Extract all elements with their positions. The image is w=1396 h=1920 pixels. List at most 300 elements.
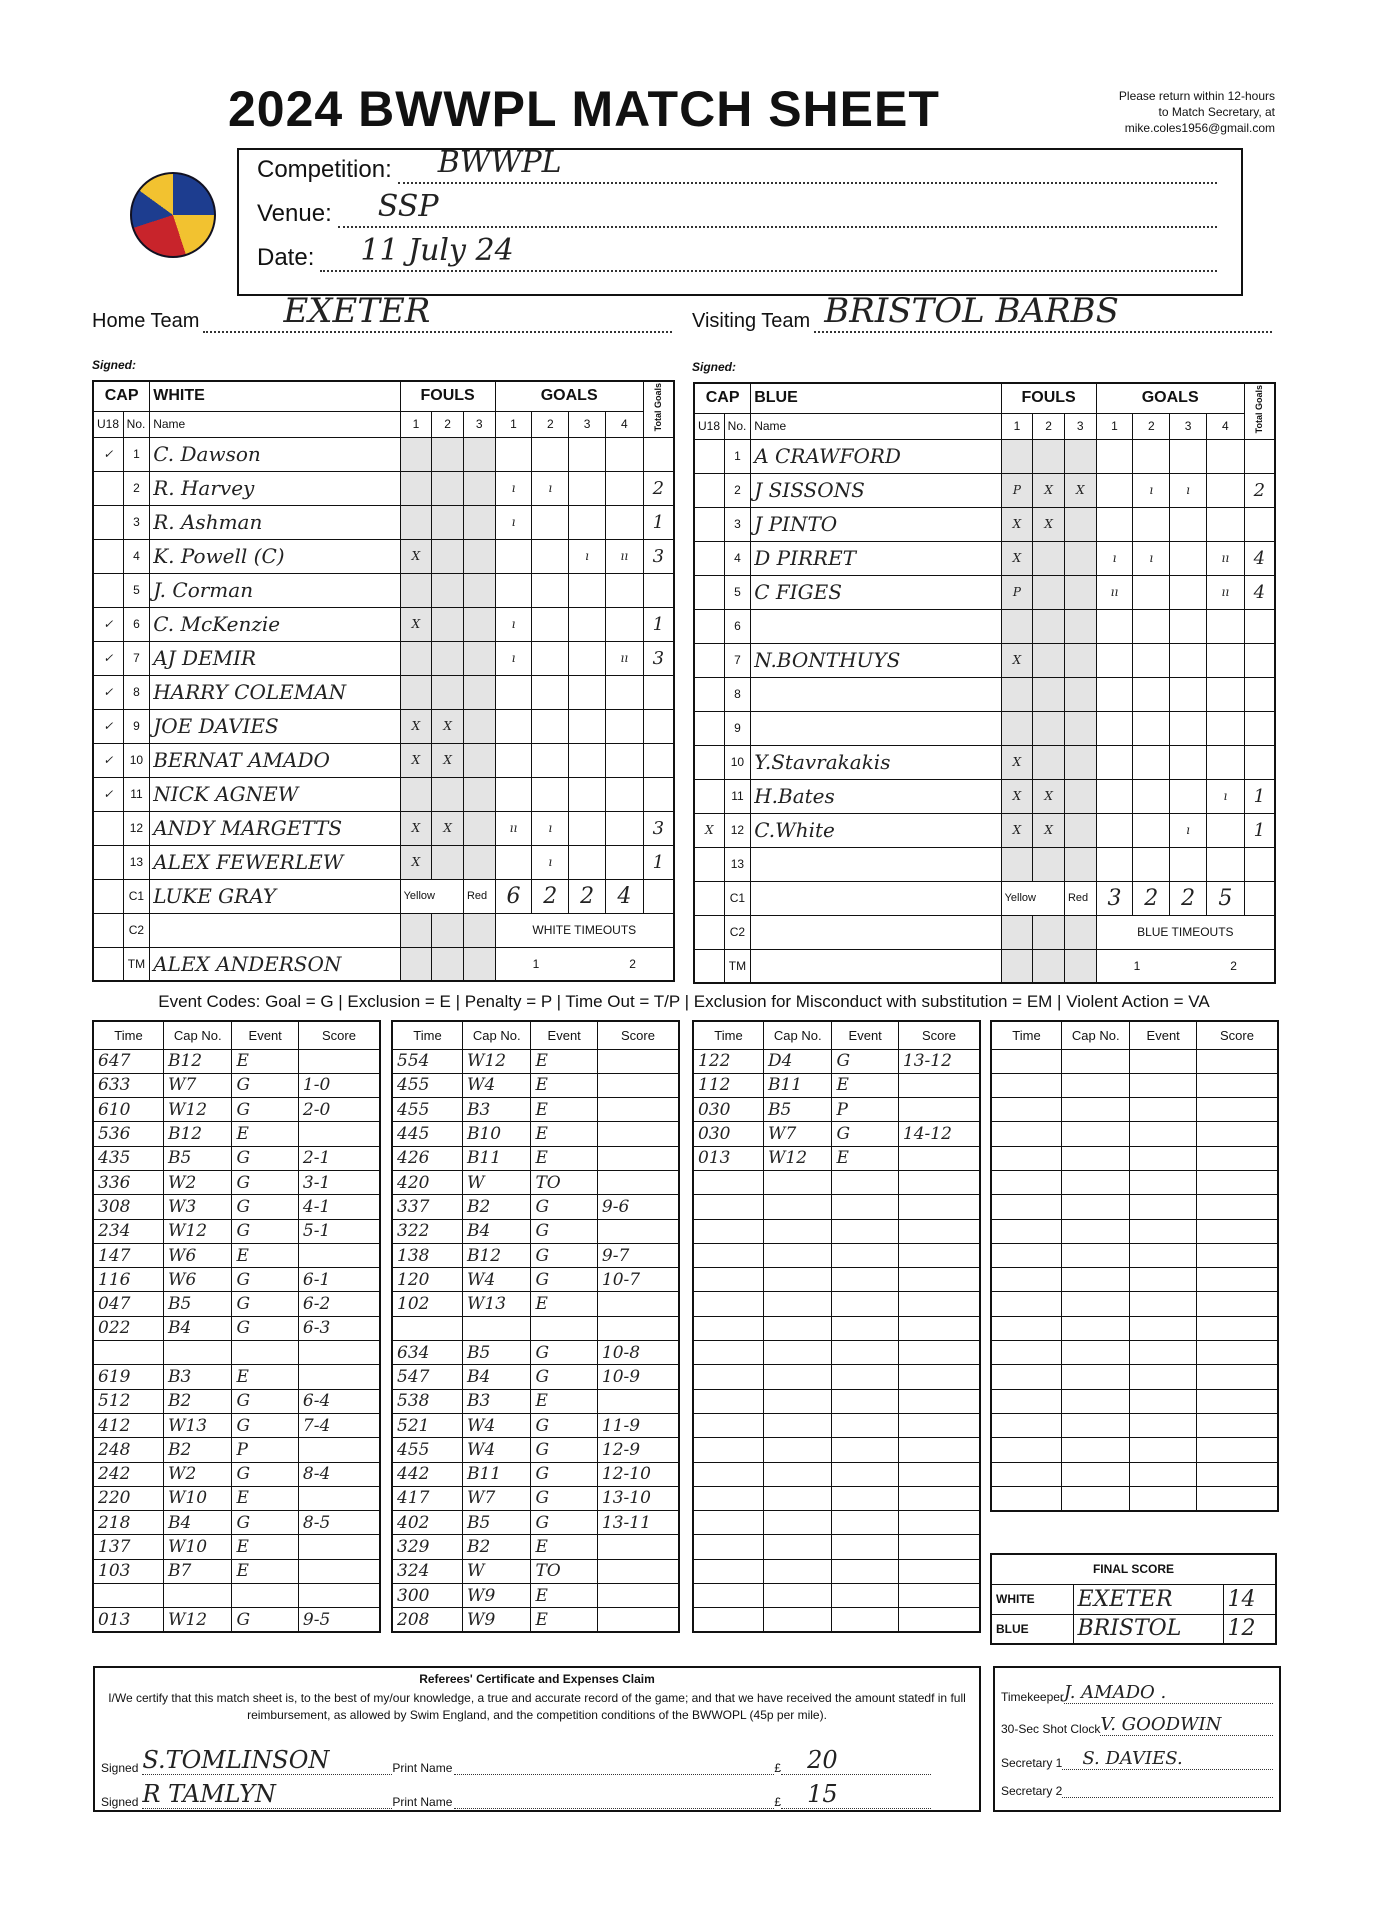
log-event[interactable]: E bbox=[232, 1535, 298, 1559]
total-goals[interactable]: 2 bbox=[643, 471, 674, 505]
date-value[interactable]: 11 July 24 bbox=[360, 233, 514, 268]
player-name[interactable]: N.BONTHUYS bbox=[751, 643, 1001, 677]
foul-mark[interactable] bbox=[1001, 439, 1033, 473]
log-event[interactable] bbox=[232, 1341, 298, 1365]
log-time[interactable] bbox=[991, 1195, 1061, 1219]
goal-mark[interactable] bbox=[1133, 643, 1170, 677]
total-goals[interactable] bbox=[643, 743, 674, 777]
quarter-score[interactable]: 2 bbox=[1170, 881, 1207, 915]
total-goals[interactable] bbox=[643, 777, 674, 811]
goal-mark[interactable]: ıı bbox=[1096, 575, 1133, 609]
log-time[interactable] bbox=[991, 1146, 1061, 1170]
total-goals[interactable] bbox=[1244, 745, 1275, 779]
foul-mark[interactable] bbox=[400, 573, 432, 607]
log-cap[interactable] bbox=[462, 1316, 530, 1340]
log-event[interactable] bbox=[832, 1292, 898, 1316]
log-time[interactable] bbox=[991, 1341, 1061, 1365]
log-event[interactable] bbox=[832, 1438, 898, 1462]
foul-mark[interactable]: X bbox=[400, 811, 432, 845]
u18-cell[interactable] bbox=[694, 881, 724, 915]
goal-mark[interactable]: ıı bbox=[605, 539, 643, 573]
foul-mark[interactable] bbox=[1064, 643, 1096, 677]
goal-mark[interactable] bbox=[1206, 439, 1244, 473]
log-cap[interactable] bbox=[1061, 1389, 1129, 1413]
total-goals[interactable]: 1 bbox=[643, 607, 674, 641]
u18-cell[interactable] bbox=[694, 779, 724, 813]
goal-mark[interactable] bbox=[1206, 473, 1244, 507]
log-event[interactable]: G bbox=[232, 1195, 298, 1219]
player-name[interactable]: A CRAWFORD bbox=[751, 439, 1001, 473]
foul-mark[interactable] bbox=[1064, 949, 1096, 983]
u18-cell[interactable]: X bbox=[694, 813, 724, 847]
goal-mark[interactable]: ı bbox=[1133, 473, 1170, 507]
foul-mark[interactable] bbox=[432, 845, 464, 879]
foul-mark[interactable]: P bbox=[1001, 473, 1033, 507]
foul-mark[interactable] bbox=[463, 471, 495, 505]
log-cap[interactable]: B11 bbox=[763, 1073, 831, 1097]
log-time[interactable]: 122 bbox=[693, 1049, 763, 1073]
secretary-2-value[interactable] bbox=[1062, 1784, 1273, 1798]
goal-mark[interactable] bbox=[1170, 677, 1207, 711]
log-event[interactable] bbox=[232, 1584, 298, 1608]
log-event[interactable]: G bbox=[531, 1243, 597, 1267]
player-name[interactable]: ALEX FEWERLEW bbox=[150, 845, 400, 879]
log-time[interactable] bbox=[693, 1316, 763, 1340]
log-cap[interactable]: B4 bbox=[462, 1365, 530, 1389]
goal-mark[interactable]: ı bbox=[569, 539, 606, 573]
log-score[interactable] bbox=[1196, 1438, 1278, 1462]
log-score[interactable] bbox=[1196, 1292, 1278, 1316]
total-goals[interactable] bbox=[1244, 643, 1275, 677]
log-cap[interactable]: W13 bbox=[462, 1292, 530, 1316]
goal-mark[interactable] bbox=[605, 471, 643, 505]
log-cap[interactable] bbox=[163, 1341, 231, 1365]
log-cap[interactable] bbox=[1061, 1486, 1129, 1510]
log-score[interactable] bbox=[298, 1438, 380, 1462]
player-name[interactable] bbox=[751, 847, 1001, 881]
log-score[interactable] bbox=[1196, 1073, 1278, 1097]
log-cap[interactable] bbox=[1061, 1170, 1129, 1194]
player-name[interactable]: R. Ashman bbox=[150, 505, 400, 539]
log-event[interactable] bbox=[832, 1316, 898, 1340]
log-time[interactable] bbox=[693, 1243, 763, 1267]
log-time[interactable]: 248 bbox=[93, 1438, 163, 1462]
log-time[interactable] bbox=[991, 1486, 1061, 1510]
log-time[interactable] bbox=[991, 1243, 1061, 1267]
log-cap[interactable]: B2 bbox=[163, 1438, 231, 1462]
foul-mark[interactable] bbox=[400, 471, 432, 505]
log-time[interactable]: 647 bbox=[93, 1049, 163, 1073]
foul-mark[interactable] bbox=[400, 505, 432, 539]
log-score[interactable]: 10-9 bbox=[597, 1365, 679, 1389]
goal-mark[interactable] bbox=[569, 777, 606, 811]
log-time[interactable] bbox=[693, 1195, 763, 1219]
log-score[interactable] bbox=[1196, 1268, 1278, 1292]
log-score[interactable] bbox=[1196, 1462, 1278, 1486]
log-event[interactable]: E bbox=[531, 1584, 597, 1608]
log-score[interactable] bbox=[298, 1365, 380, 1389]
foul-mark[interactable] bbox=[1033, 847, 1065, 881]
player-name[interactable] bbox=[150, 913, 400, 947]
goal-mark[interactable] bbox=[532, 743, 569, 777]
log-event[interactable]: E bbox=[232, 1243, 298, 1267]
log-score[interactable] bbox=[298, 1486, 380, 1510]
log-time[interactable] bbox=[693, 1341, 763, 1365]
total-goals[interactable] bbox=[1244, 439, 1275, 473]
log-score[interactable] bbox=[898, 1608, 980, 1632]
player-name[interactable] bbox=[751, 915, 1001, 949]
log-score[interactable] bbox=[597, 1049, 679, 1073]
goal-mark[interactable] bbox=[1133, 507, 1170, 541]
log-event[interactable] bbox=[1130, 1438, 1196, 1462]
u18-cell[interactable] bbox=[694, 949, 724, 983]
log-time[interactable]: 030 bbox=[693, 1122, 763, 1146]
log-time[interactable]: 435 bbox=[93, 1146, 163, 1170]
u18-cell[interactable] bbox=[93, 505, 123, 539]
foul-mark[interactable] bbox=[400, 947, 432, 981]
goal-mark[interactable] bbox=[1206, 643, 1244, 677]
foul-mark[interactable] bbox=[1033, 677, 1065, 711]
log-time[interactable]: 308 bbox=[93, 1195, 163, 1219]
log-time[interactable]: 412 bbox=[93, 1413, 163, 1437]
goal-mark[interactable] bbox=[605, 743, 643, 777]
log-time[interactable]: 634 bbox=[392, 1341, 462, 1365]
foul-mark[interactable] bbox=[400, 913, 432, 947]
log-score[interactable] bbox=[1196, 1413, 1278, 1437]
goal-mark[interactable] bbox=[532, 437, 569, 471]
log-cap[interactable]: W12 bbox=[163, 1098, 231, 1122]
u18-cell[interactable] bbox=[694, 439, 724, 473]
log-event[interactable]: G bbox=[232, 1608, 298, 1632]
log-cap[interactable]: W7 bbox=[763, 1122, 831, 1146]
log-score[interactable] bbox=[597, 1146, 679, 1170]
total-goals[interactable]: 2 bbox=[1244, 473, 1275, 507]
player-name[interactable] bbox=[751, 609, 1001, 643]
log-cap[interactable] bbox=[763, 1292, 831, 1316]
log-event[interactable]: E bbox=[232, 1559, 298, 1583]
log-score[interactable]: 14-12 bbox=[898, 1122, 980, 1146]
total-goals[interactable]: 3 bbox=[643, 811, 674, 845]
goal-mark[interactable] bbox=[1096, 711, 1133, 745]
log-time[interactable] bbox=[991, 1389, 1061, 1413]
log-score[interactable] bbox=[597, 1389, 679, 1413]
log-score[interactable] bbox=[898, 1219, 980, 1243]
u18-cell[interactable]: ✓ bbox=[93, 607, 123, 641]
log-score[interactable] bbox=[597, 1219, 679, 1243]
goal-mark[interactable]: ı bbox=[1206, 779, 1244, 813]
log-cap[interactable]: B2 bbox=[462, 1195, 530, 1219]
log-time[interactable]: 138 bbox=[392, 1243, 462, 1267]
goal-mark[interactable] bbox=[532, 539, 569, 573]
venue-value[interactable]: SSP bbox=[377, 189, 439, 224]
total-goals[interactable]: 1 bbox=[643, 845, 674, 879]
player-name[interactable]: J. Corman bbox=[150, 573, 400, 607]
u18-cell[interactable] bbox=[694, 677, 724, 711]
log-cap[interactable] bbox=[763, 1365, 831, 1389]
quarter-score[interactable]: 5 bbox=[1206, 881, 1244, 915]
log-score[interactable]: 6-4 bbox=[298, 1389, 380, 1413]
log-cap[interactable] bbox=[763, 1608, 831, 1632]
player-name[interactable]: HARRY COLEMAN bbox=[150, 675, 400, 709]
foul-mark[interactable]: X bbox=[432, 743, 464, 777]
log-cap[interactable]: B10 bbox=[462, 1122, 530, 1146]
foul-mark[interactable] bbox=[1001, 847, 1033, 881]
log-time[interactable]: 455 bbox=[392, 1438, 462, 1462]
log-cap[interactable]: B12 bbox=[163, 1122, 231, 1146]
log-cap[interactable]: W10 bbox=[163, 1535, 231, 1559]
log-time[interactable] bbox=[693, 1365, 763, 1389]
player-name[interactable]: C.White bbox=[751, 813, 1001, 847]
foul-mark[interactable] bbox=[463, 539, 495, 573]
timeout-2[interactable]: 2 bbox=[629, 956, 636, 971]
foul-mark[interactable] bbox=[432, 777, 464, 811]
log-time[interactable]: 218 bbox=[93, 1511, 163, 1535]
log-event[interactable]: E bbox=[531, 1535, 597, 1559]
log-score[interactable] bbox=[898, 1243, 980, 1267]
log-score[interactable] bbox=[898, 1438, 980, 1462]
goal-mark[interactable] bbox=[569, 811, 606, 845]
log-cap[interactable]: B12 bbox=[163, 1049, 231, 1073]
log-time[interactable]: 322 bbox=[392, 1219, 462, 1243]
log-cap[interactable] bbox=[1061, 1073, 1129, 1097]
log-event[interactable]: E bbox=[232, 1365, 298, 1389]
log-time[interactable] bbox=[991, 1365, 1061, 1389]
log-score[interactable] bbox=[597, 1170, 679, 1194]
visiting-team-value[interactable]: BRISTOL BARBS bbox=[824, 291, 1119, 331]
foul-mark[interactable]: X bbox=[400, 845, 432, 879]
goal-mark[interactable] bbox=[1206, 609, 1244, 643]
log-score[interactable] bbox=[898, 1292, 980, 1316]
log-cap[interactable]: W6 bbox=[163, 1268, 231, 1292]
foul-mark[interactable] bbox=[1001, 949, 1033, 983]
goal-mark[interactable] bbox=[1096, 779, 1133, 813]
foul-mark[interactable] bbox=[1033, 643, 1065, 677]
log-event[interactable]: E bbox=[232, 1486, 298, 1510]
goal-mark[interactable] bbox=[1096, 643, 1133, 677]
goal-mark[interactable] bbox=[1170, 609, 1207, 643]
goal-mark[interactable] bbox=[1170, 745, 1207, 779]
log-time[interactable]: 417 bbox=[392, 1486, 462, 1510]
log-score[interactable]: 2-0 bbox=[298, 1098, 380, 1122]
goal-mark[interactable]: ıı bbox=[1206, 541, 1244, 575]
goal-mark[interactable] bbox=[495, 675, 532, 709]
u18-cell[interactable] bbox=[93, 845, 123, 879]
log-cap[interactable]: B5 bbox=[462, 1341, 530, 1365]
u18-cell[interactable] bbox=[93, 471, 123, 505]
player-name[interactable]: ALEX ANDERSON bbox=[150, 947, 400, 981]
goal-mark[interactable] bbox=[569, 437, 606, 471]
log-cap[interactable]: W12 bbox=[163, 1219, 231, 1243]
u18-cell[interactable] bbox=[694, 711, 724, 745]
log-event[interactable]: E bbox=[531, 1389, 597, 1413]
log-cap[interactable]: B2 bbox=[462, 1535, 530, 1559]
log-cap[interactable] bbox=[1061, 1049, 1129, 1073]
log-score[interactable]: 3-1 bbox=[298, 1170, 380, 1194]
goal-mark[interactable]: ı bbox=[532, 845, 569, 879]
log-event[interactable]: G bbox=[232, 1462, 298, 1486]
final-blue-score[interactable]: 12 bbox=[1223, 1614, 1276, 1644]
referee-2-signature[interactable]: R TAMLYN bbox=[142, 1780, 392, 1809]
log-event[interactable]: G bbox=[531, 1195, 597, 1219]
foul-mark[interactable]: P bbox=[1001, 575, 1033, 609]
log-event[interactable] bbox=[832, 1268, 898, 1292]
total-goals[interactable] bbox=[643, 573, 674, 607]
log-cap[interactable] bbox=[763, 1389, 831, 1413]
foul-mark[interactable] bbox=[1064, 745, 1096, 779]
log-time[interactable] bbox=[991, 1170, 1061, 1194]
log-cap[interactable] bbox=[1061, 1413, 1129, 1437]
log-score[interactable] bbox=[898, 1268, 980, 1292]
log-score[interactable]: 11-9 bbox=[597, 1413, 679, 1437]
log-score[interactable] bbox=[1196, 1122, 1278, 1146]
log-event[interactable]: E bbox=[531, 1608, 597, 1632]
player-name[interactable]: LUKE GRAY bbox=[150, 879, 400, 913]
log-cap[interactable] bbox=[763, 1316, 831, 1340]
log-time[interactable]: 336 bbox=[93, 1170, 163, 1194]
log-score[interactable]: 12-9 bbox=[597, 1438, 679, 1462]
log-cap[interactable] bbox=[763, 1511, 831, 1535]
log-event[interactable]: E bbox=[232, 1122, 298, 1146]
goal-mark[interactable] bbox=[569, 505, 606, 539]
goal-mark[interactable] bbox=[569, 743, 606, 777]
goal-mark[interactable]: ı bbox=[1170, 473, 1207, 507]
log-score[interactable] bbox=[898, 1170, 980, 1194]
foul-mark[interactable] bbox=[400, 641, 432, 675]
log-time[interactable] bbox=[93, 1584, 163, 1608]
goal-mark[interactable] bbox=[1170, 507, 1207, 541]
foul-mark[interactable] bbox=[463, 641, 495, 675]
log-score[interactable]: 6-3 bbox=[298, 1316, 380, 1340]
goal-mark[interactable] bbox=[605, 709, 643, 743]
goal-mark[interactable] bbox=[495, 709, 532, 743]
log-time[interactable]: 102 bbox=[392, 1292, 462, 1316]
log-cap[interactable] bbox=[763, 1438, 831, 1462]
foul-mark[interactable] bbox=[400, 675, 432, 709]
timekeeper-value[interactable]: J. AMADO . bbox=[1064, 1682, 1273, 1704]
referee-1-amount[interactable]: 20 bbox=[781, 1746, 931, 1775]
log-event[interactable]: G bbox=[232, 1511, 298, 1535]
log-score[interactable] bbox=[898, 1146, 980, 1170]
log-cap[interactable] bbox=[1061, 1268, 1129, 1292]
goal-mark[interactable] bbox=[495, 437, 532, 471]
foul-mark[interactable] bbox=[463, 845, 495, 879]
log-event[interactable]: G bbox=[232, 1098, 298, 1122]
log-time[interactable]: 220 bbox=[93, 1486, 163, 1510]
log-event[interactable]: E bbox=[531, 1098, 597, 1122]
foul-mark[interactable] bbox=[1064, 847, 1096, 881]
log-score[interactable] bbox=[298, 1341, 380, 1365]
log-time[interactable]: 022 bbox=[93, 1316, 163, 1340]
log-event[interactable]: E bbox=[531, 1073, 597, 1097]
goal-mark[interactable] bbox=[605, 845, 643, 879]
log-event[interactable]: G bbox=[232, 1268, 298, 1292]
log-cap[interactable]: W9 bbox=[462, 1608, 530, 1632]
log-event[interactable] bbox=[832, 1365, 898, 1389]
log-time[interactable] bbox=[991, 1122, 1061, 1146]
log-cap[interactable] bbox=[763, 1243, 831, 1267]
log-event[interactable] bbox=[832, 1535, 898, 1559]
log-time[interactable]: 455 bbox=[392, 1098, 462, 1122]
goal-mark[interactable] bbox=[1206, 745, 1244, 779]
log-event[interactable] bbox=[1130, 1243, 1196, 1267]
log-time[interactable]: 103 bbox=[93, 1559, 163, 1583]
quarter-score[interactable]: 2 bbox=[532, 879, 569, 913]
u18-cell[interactable] bbox=[93, 573, 123, 607]
log-cap[interactable]: B4 bbox=[462, 1219, 530, 1243]
u18-cell[interactable]: ✓ bbox=[93, 777, 123, 811]
total-goals[interactable] bbox=[1244, 507, 1275, 541]
log-score[interactable] bbox=[1196, 1195, 1278, 1219]
referee-1-print-name[interactable] bbox=[454, 1761, 774, 1775]
log-event[interactable]: G bbox=[531, 1438, 597, 1462]
log-score[interactable] bbox=[298, 1243, 380, 1267]
foul-mark[interactable] bbox=[1064, 779, 1096, 813]
log-event[interactable]: E bbox=[832, 1146, 898, 1170]
goal-mark[interactable] bbox=[1096, 813, 1133, 847]
goal-mark[interactable] bbox=[1206, 711, 1244, 745]
player-name[interactable]: JOE DAVIES bbox=[150, 709, 400, 743]
log-cap[interactable]: W9 bbox=[462, 1584, 530, 1608]
log-time[interactable]: 337 bbox=[392, 1195, 462, 1219]
log-cap[interactable] bbox=[1061, 1462, 1129, 1486]
log-score[interactable]: 10-8 bbox=[597, 1341, 679, 1365]
u18-cell[interactable] bbox=[93, 539, 123, 573]
total-goals[interactable]: 3 bbox=[643, 539, 674, 573]
log-cap[interactable]: B4 bbox=[163, 1511, 231, 1535]
foul-mark[interactable]: X bbox=[1033, 779, 1065, 813]
log-cap[interactable] bbox=[1061, 1341, 1129, 1365]
log-time[interactable] bbox=[991, 1098, 1061, 1122]
goal-mark[interactable] bbox=[1133, 779, 1170, 813]
goal-mark[interactable] bbox=[495, 777, 532, 811]
log-event[interactable] bbox=[1130, 1219, 1196, 1243]
log-event[interactable] bbox=[1130, 1195, 1196, 1219]
log-cap[interactable]: W6 bbox=[163, 1243, 231, 1267]
foul-mark[interactable] bbox=[463, 675, 495, 709]
log-score[interactable] bbox=[898, 1316, 980, 1340]
goal-mark[interactable] bbox=[569, 573, 606, 607]
log-time[interactable]: 147 bbox=[93, 1243, 163, 1267]
foul-mark[interactable]: X bbox=[432, 811, 464, 845]
log-time[interactable] bbox=[693, 1219, 763, 1243]
log-score[interactable] bbox=[1196, 1146, 1278, 1170]
u18-cell[interactable] bbox=[694, 575, 724, 609]
foul-mark[interactable] bbox=[1064, 813, 1096, 847]
goal-mark[interactable] bbox=[1133, 847, 1170, 881]
log-score[interactable] bbox=[898, 1098, 980, 1122]
u18-cell[interactable] bbox=[694, 745, 724, 779]
log-time[interactable]: 538 bbox=[392, 1389, 462, 1413]
log-score[interactable]: 6-2 bbox=[298, 1292, 380, 1316]
goal-mark[interactable] bbox=[532, 573, 569, 607]
log-cap[interactable]: W2 bbox=[163, 1462, 231, 1486]
home-team-value[interactable]: EXETER bbox=[283, 291, 431, 331]
goal-mark[interactable]: ı bbox=[495, 471, 532, 505]
log-event[interactable] bbox=[832, 1243, 898, 1267]
log-time[interactable]: 420 bbox=[392, 1170, 462, 1194]
goal-mark[interactable] bbox=[1206, 507, 1244, 541]
log-score[interactable] bbox=[597, 1073, 679, 1097]
total-goals[interactable]: 1 bbox=[643, 505, 674, 539]
log-cap[interactable] bbox=[1061, 1316, 1129, 1340]
foul-mark[interactable]: X bbox=[1001, 507, 1033, 541]
player-name[interactable] bbox=[751, 711, 1001, 745]
log-event[interactable] bbox=[1130, 1341, 1196, 1365]
goal-mark[interactable] bbox=[569, 709, 606, 743]
player-name[interactable]: C. McKenzie bbox=[150, 607, 400, 641]
log-score[interactable]: 7-4 bbox=[298, 1413, 380, 1437]
timeout-2[interactable]: 2 bbox=[1230, 958, 1237, 973]
